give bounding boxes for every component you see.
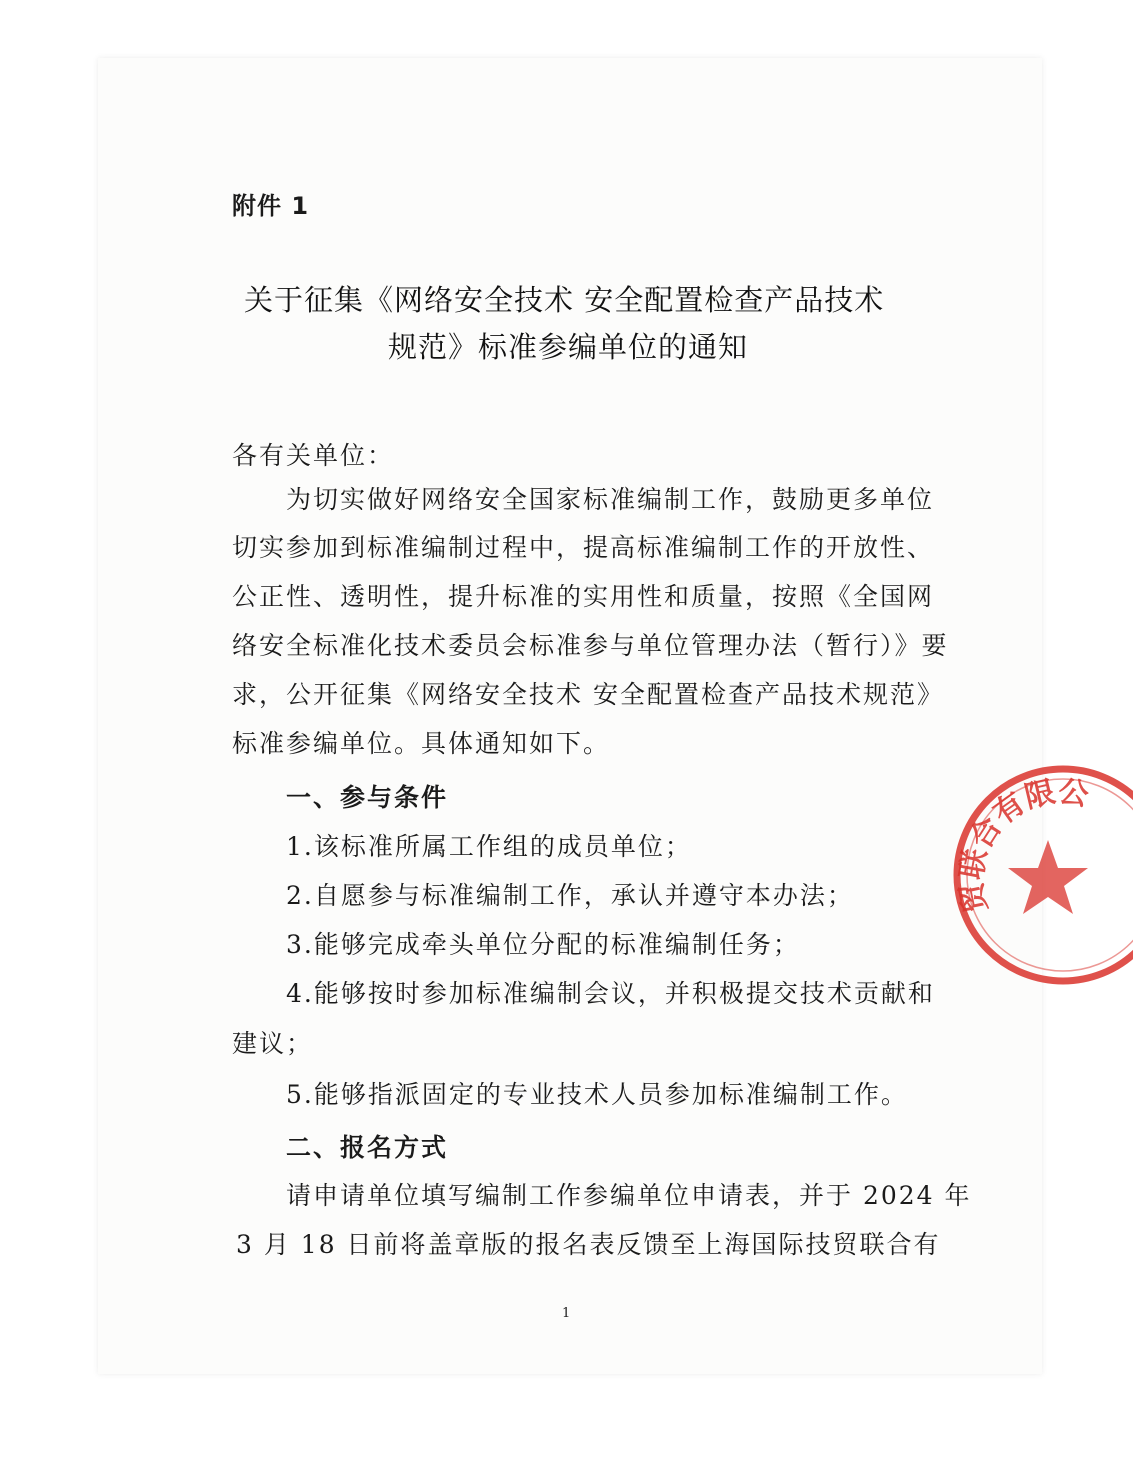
document-title-line-2: 规范》标准参编单位的通知 — [388, 330, 749, 364]
condition-item-1: 1.该标准所属工作组的成员单位； — [286, 832, 692, 861]
official-seal-stamp — [948, 760, 1133, 990]
condition-item-4-continued: 建议； — [232, 1029, 314, 1058]
salutation: 各有关单位： — [232, 441, 395, 470]
condition-item-2: 2.自愿参与标准编制工作，承认并遵守本办法； — [286, 881, 854, 910]
section-heading-registration: 二、报名方式 — [286, 1133, 449, 1162]
section-heading-conditions: 一、参与条件 — [286, 783, 449, 812]
condition-item-5: 5.能够指派固定的专业技术人员参加标准编制工作。 — [286, 1080, 908, 1109]
document-title-line-1: 关于征集《网络安全技术 安全配置检查产品技术 — [244, 283, 885, 317]
document-page — [98, 58, 1042, 1374]
page-number: 1 — [562, 1306, 571, 1321]
intro-line-5: 求，公开征集《网络安全技术 安全配置检查产品技术规范》 — [232, 680, 944, 709]
intro-line-1: 为切实做好网络安全国家标准编制工作，鼓励更多单位 — [286, 485, 935, 514]
intro-line-6: 标准参编单位。具体通知如下。 — [232, 729, 611, 758]
condition-item-4: 4.能够按时参加标准编制会议，并积极提交技术贡献和 — [286, 979, 935, 1008]
seal-text: 贸联合有限公 — [954, 774, 1091, 916]
intro-line-3: 公正性、透明性，提升标准的实用性和质量，按照《全国网 — [232, 582, 935, 611]
attachment-label: 附件 1 — [232, 192, 310, 220]
registration-line-1: 请申请单位填写编制工作参编单位申请表，并于 2024 年 — [286, 1181, 972, 1210]
svg-text:贸联合有限公 — [954, 774, 1091, 916]
registration-line-2: 3 月 18 日前将盖章版的报名表反馈至上海国际技贸联合有 — [236, 1230, 941, 1259]
intro-line-2: 切实参加到标准编制过程中，提高标准编制工作的开放性、 — [232, 533, 935, 562]
condition-item-3: 3.能够完成牵头单位分配的标准编制任务； — [286, 930, 800, 959]
intro-line-4: 络安全标准化技术委员会标准参与单位管理办法（暂行）》要 — [232, 631, 949, 660]
